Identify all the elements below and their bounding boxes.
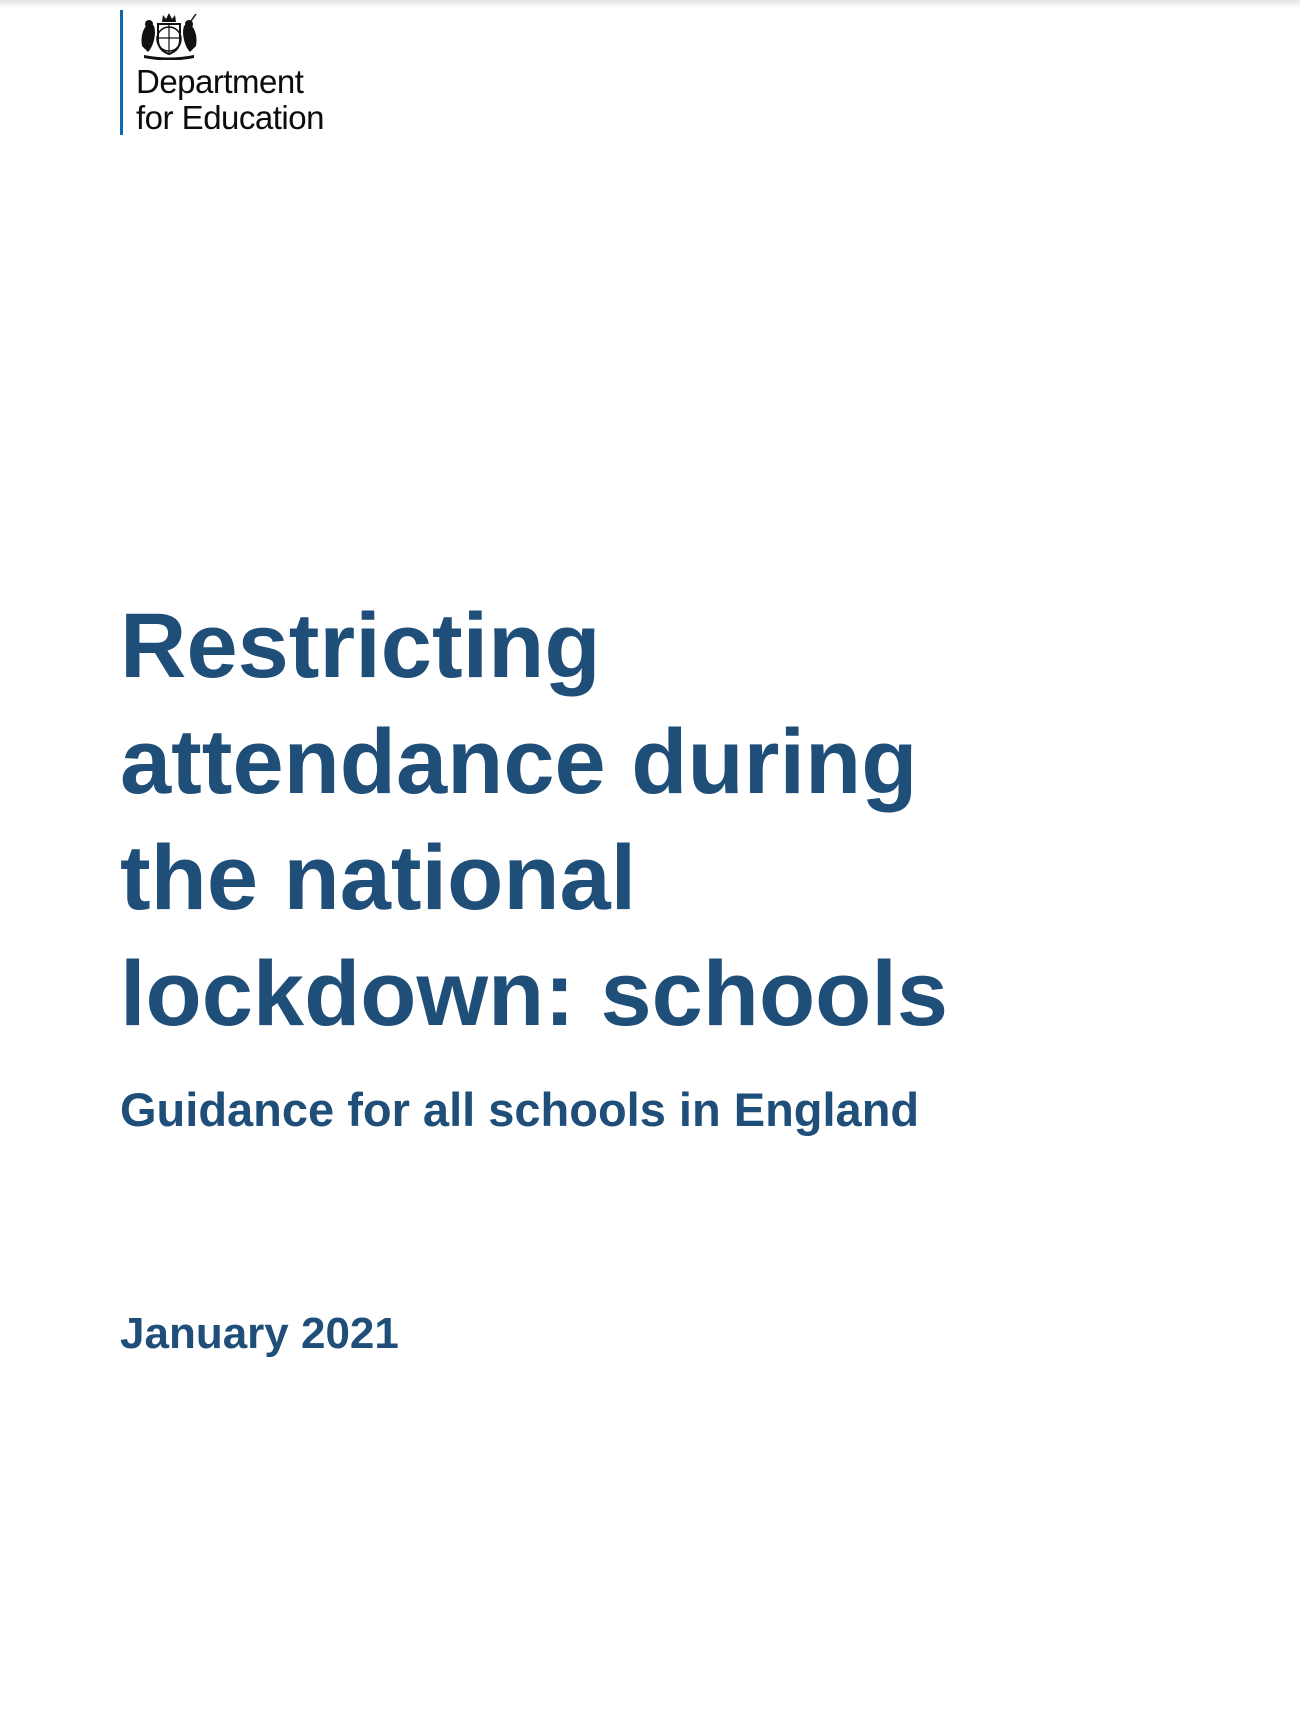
logo-accent-bar xyxy=(120,10,123,135)
document-title xyxy=(120,588,1120,1052)
title-line-1: Restricting xyxy=(120,595,601,697)
page-top-shadow xyxy=(0,0,1300,8)
organisation-line-2: for Education xyxy=(136,99,324,136)
organisation-name xyxy=(136,64,324,136)
title-line-4: lockdown: schools xyxy=(120,943,949,1045)
document-subtitle: Guidance for all schools in England xyxy=(120,1083,920,1136)
publication-date: January 2021 xyxy=(120,1309,399,1358)
title-line-3: the national xyxy=(120,827,637,929)
royal-coat-of-arms-icon xyxy=(136,10,202,60)
organisation-line-1: Department xyxy=(136,63,304,100)
department-logo xyxy=(120,10,380,135)
title-line-2: attendance during xyxy=(120,711,918,813)
